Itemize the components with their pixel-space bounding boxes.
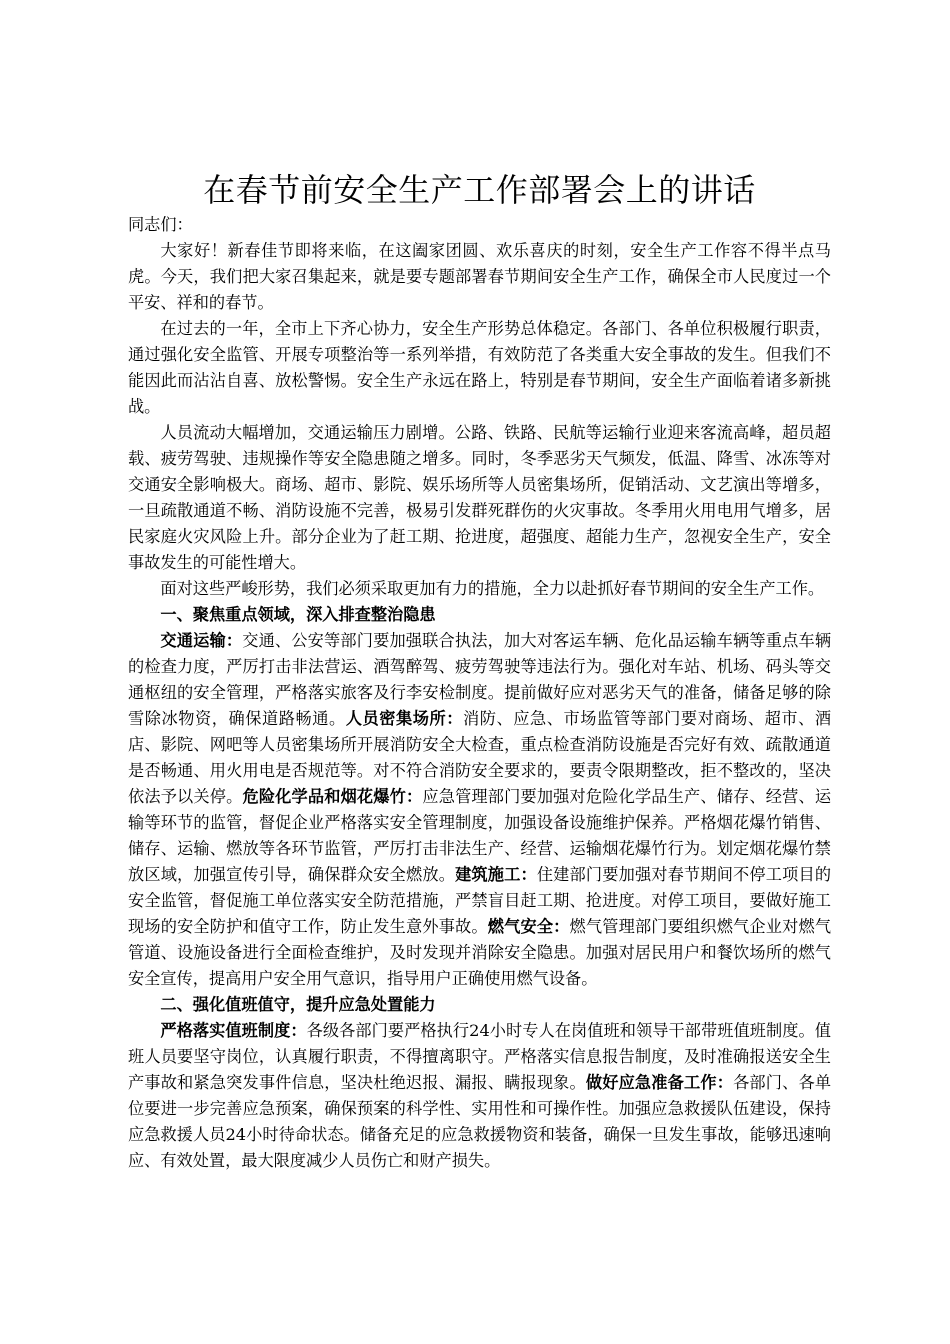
intro-paragraph-1: 大家好！新春佳节即将来临，在这阖家团圆、欢乐喜庆的时刻，安全生产工作容不得半点马虎。今天，我们把大家召集起来，就是要专题部署春节期间安全生产工作，确保全市人民度过一个平安、祥和的春节。 bbox=[128, 241, 831, 312]
item-lead-hazardous-chemicals: 危险化学品和烟花爆竹： bbox=[242, 787, 423, 806]
intro-paragraph-2: 在过去的一年，全市上下齐心协力，安全生产形势总体稳定。各部门、各单位积极履行职责，通过强化安全监管、开展专项整治等一系列举措，有效防范了各类重大安全事故的发生。但我们不能因此而沾沾自喜、放松警惕。安全生产永远在路上，特别是春节期间，安全生产面临着诸多新挑战。 bbox=[128, 319, 831, 416]
item-lead-construction: 建筑施工： bbox=[455, 865, 537, 884]
section-1-heading: 一、聚焦重点领域，深入排查整治隐患 bbox=[160, 605, 436, 624]
greeting: 同志们： bbox=[128, 215, 193, 234]
item-lead-duty-system: 严格落实值班制度： bbox=[160, 1021, 307, 1040]
item-text-traffic: 交通、公安等部门要加强联合执法，加大对客运车辆、危化品运输车辆等重点车辆的检查力度，严厉打击非法营运、酒驾醉驾、疲劳驾驶等违法行为。强化对车站、机场、码头等交通枢纽的安全管理，严格落实旅客及行李安检制度。提前做好应对恶劣天气的准备，储备足够的除雪除冰物资，确保道路畅通。 bbox=[128, 631, 832, 728]
item-text-hazardous-chemicals: 应急管理部门要加强对危险化学品生产、储存、经营、运输等环节的监管，督促企业严格落实安全管理制度，加强设备设施维护保养。严格烟花爆竹销售、储存、运输、燃放等各环节监管，严厉打击非法生产、经营、运输烟花爆竹行为。划定烟花爆竹禁放区域，加强宣传引导，确保群众安全燃放。 bbox=[128, 787, 832, 884]
section-2-paragraph bbox=[128, 1018, 831, 1174]
item-text-duty-system: 各级各部门要严格执行24小时专人在岗值班和领导干部带班值班制度。值班人员要坚守岗位，认真履行职责，不得擅离职守。严格落实信息报告制度，及时准确报送安全生产事故和紧急突发事件信息，坚决杜绝迟报、漏报、瞒报现象。 bbox=[128, 1021, 831, 1092]
item-text-gas-safety: 燃气管理部门要组织燃气企业对燃气管道、设施设备进行全面检查维护，及时发现并消除安全隐患。加强对居民用户和餐饮场所的燃气安全宣传，提高用户安全用气意识，指导用户正确使用燃气设备。 bbox=[128, 917, 832, 988]
item-lead-gas-safety: 燃气安全： bbox=[487, 917, 570, 936]
item-lead-crowded-places: 人员密集场所： bbox=[345, 709, 464, 728]
intro-paragraph-4: 面对这些严峻形势，我们必须采取更加有力的措施，全力以赴抓好春节期间的安全生产工作。 bbox=[160, 579, 825, 598]
intro-paragraph-3: 人员流动大幅增加，交通运输压力剧增。公路、铁路、民航等运输行业迎来客流高峰，超员超载、疲劳驾驶、违规操作等安全隐患随之增多。同时，冬季恶劣天气频发，低温、降雪、冰冻等对交通安全影响极大。商场、超市、影院、娱乐场所等人员密集场所，促销活动、文艺演出等增多，一旦疏散通道不畅、消防设施不完善，极易引发群死群伤的火灾事故。冬季用火用电用气增多，居民家庭火灾风险上升。部分企业为了赶工期、抢进度，超强度、超能力生产，忽视安全生产，安全事故发生的可能性增大。 bbox=[128, 423, 831, 572]
document-title: 在春节前安全生产工作部署会上的讲话 bbox=[203, 171, 756, 209]
item-lead-traffic: 交通运输： bbox=[160, 631, 243, 650]
document-page bbox=[128, 168, 831, 1174]
section-1-paragraph bbox=[128, 628, 831, 992]
item-lead-emergency-prep: 做好应急准备工作： bbox=[585, 1073, 734, 1092]
section-2-heading: 二、强化值班值守，提升应急处置能力 bbox=[160, 995, 436, 1014]
item-text-emergency-prep: 各部门、各单位要进一步完善应急预案，确保预案的科学性、实用性和可操作性。加强应急救援队伍建设，保持应急救援人员24小时待命状态。储备充足的应急救援物资和装备，确保一旦发生事故，能够迅速响应、有效处置，最大限度减少人员伤亡和财产损失。 bbox=[128, 1073, 832, 1170]
item-text-crowded-places: 消防、应急、市场监管等部门要对商场、超市、酒店、影院、网吧等人员密集场所开展消防安全大检查，重点检查消防设施是否完好有效、疏散通道是否畅通、用火用电是否规范等。对不符合消防安全要求的，要责令限期整改，拒不整改的，坚决依法予以关停。 bbox=[128, 709, 832, 806]
item-text-construction: 住建部门要加强对春节期间不停工项目的安全监管，督促施工单位落实安全防范措施，严禁盲目赶工期、抢进度。对停工项目，要做好施工现场的安全防护和值守工作，防止发生意外事故。 bbox=[128, 865, 832, 936]
